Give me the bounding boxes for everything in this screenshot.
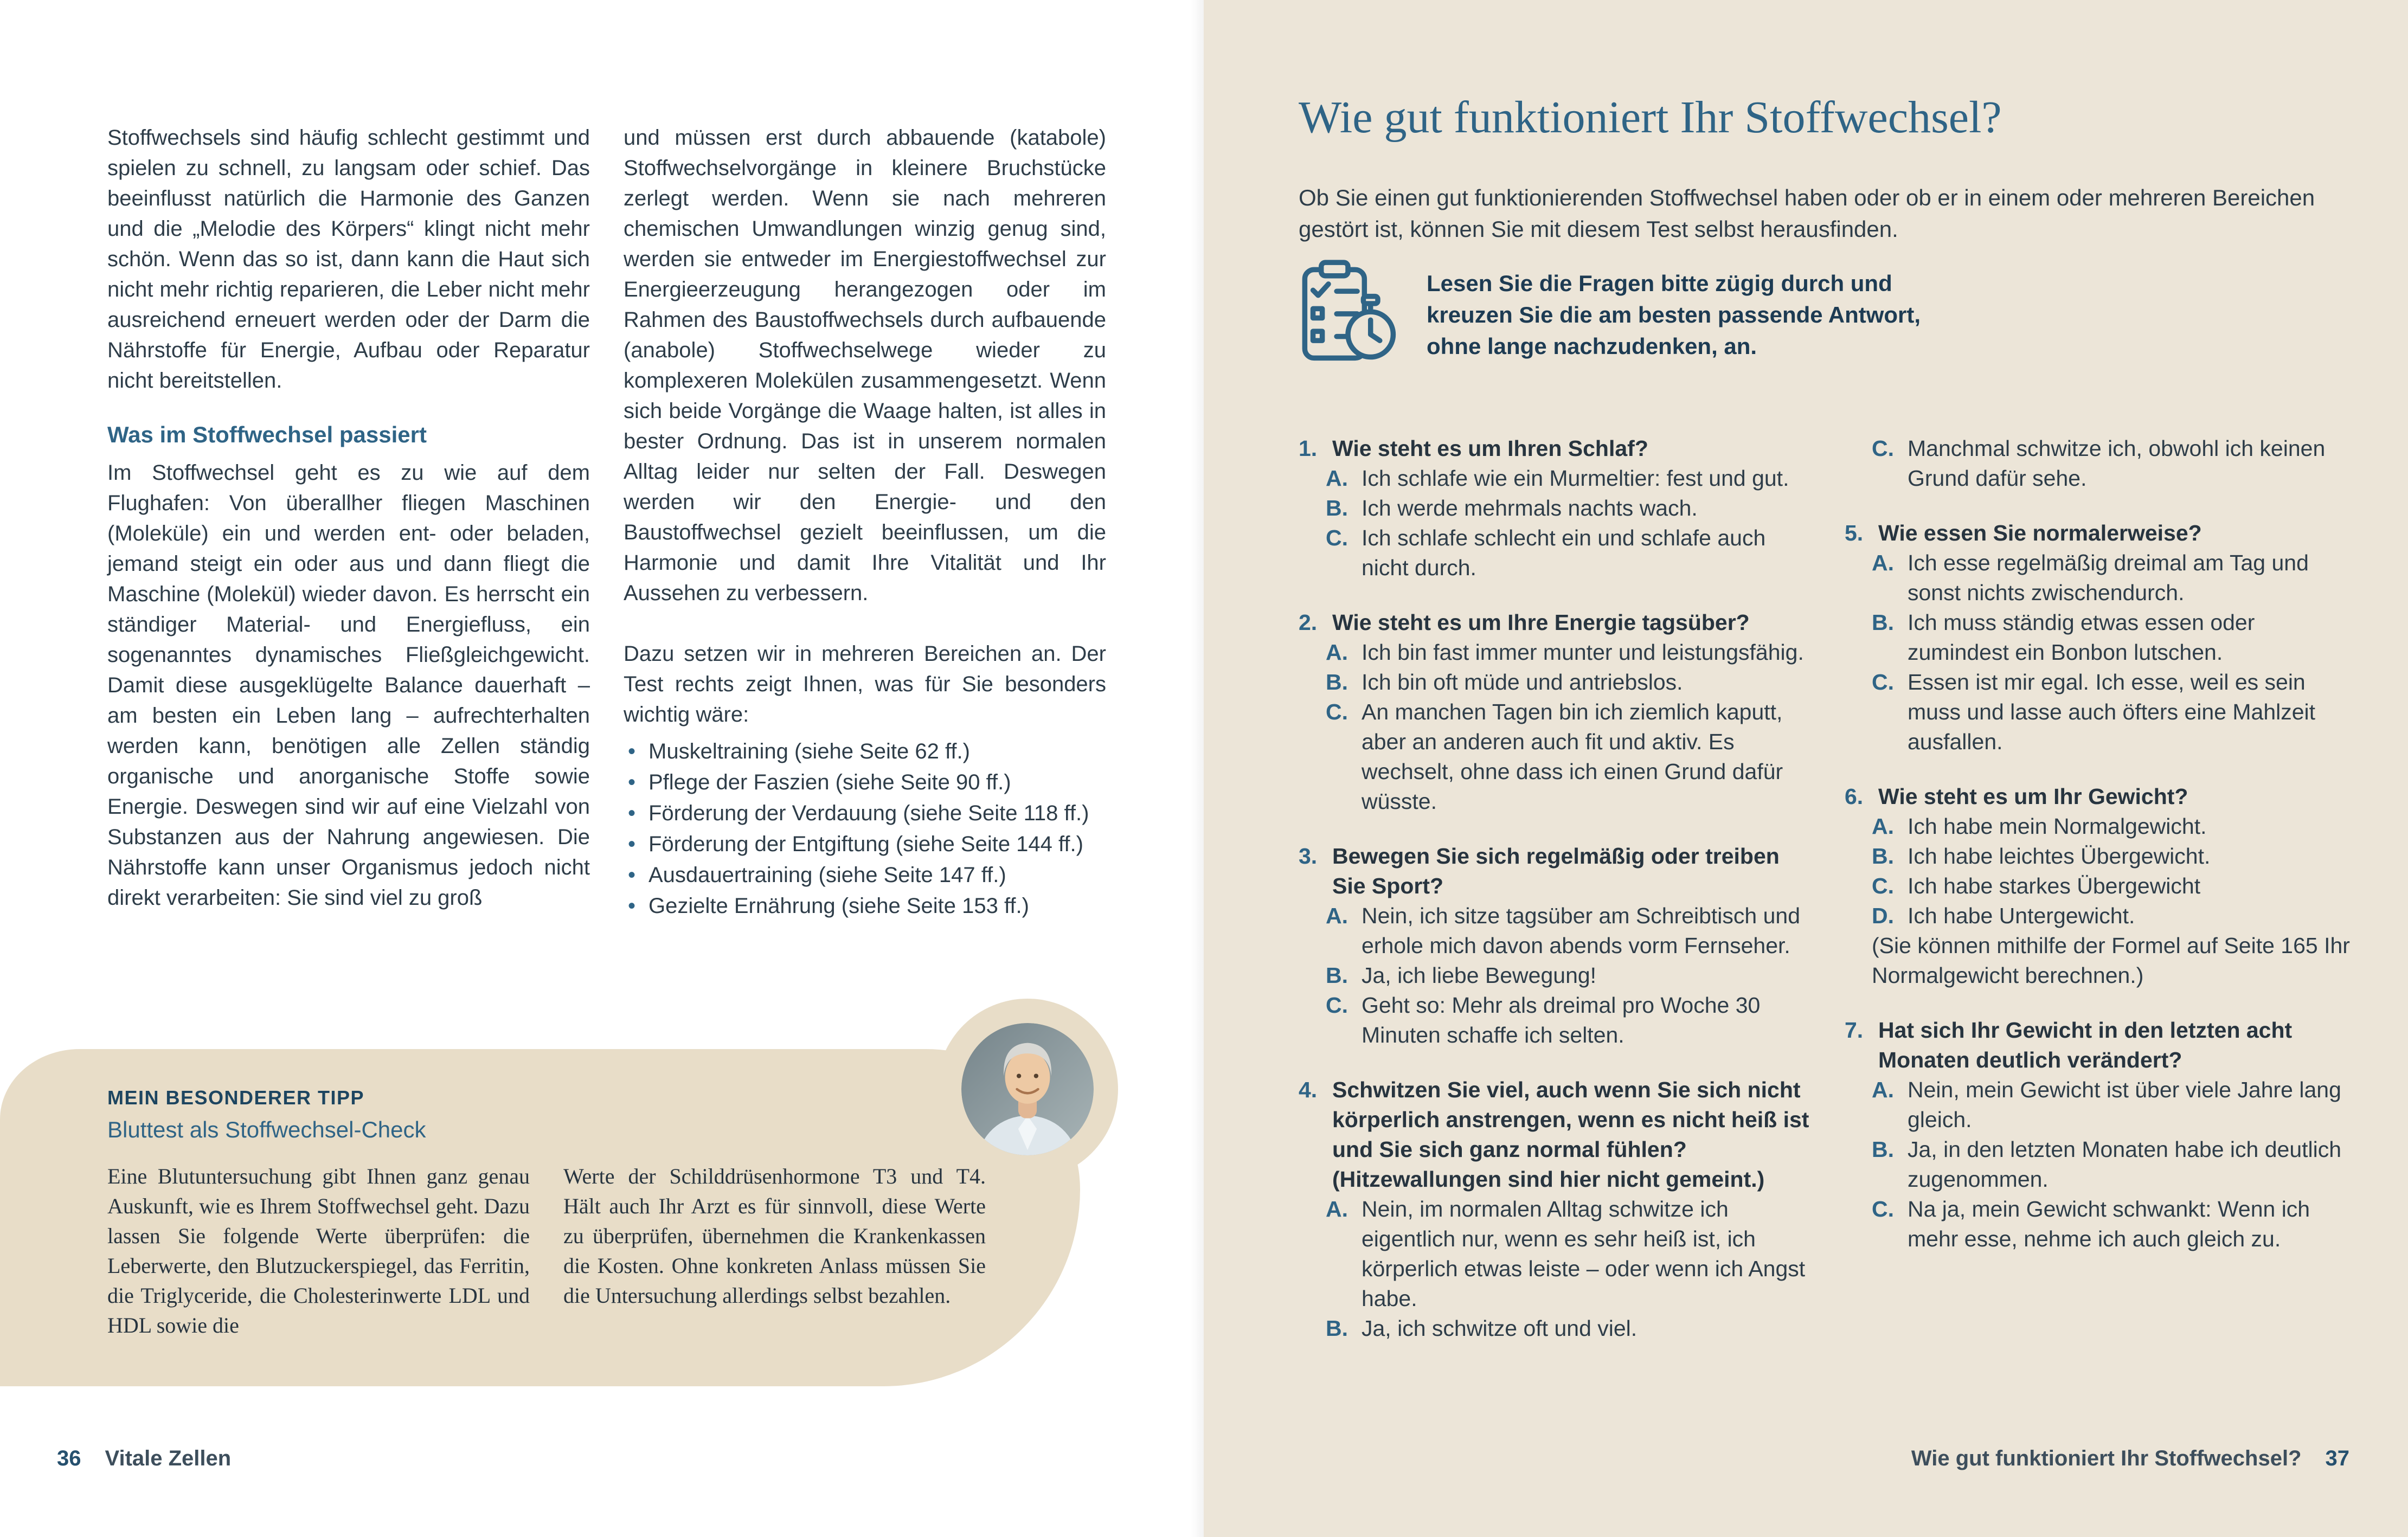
answer-letter: A. — [1872, 814, 1894, 839]
answer-text: Ja, ich liebe Bewegung! — [1362, 963, 1597, 988]
answer-letter: C. — [1326, 993, 1348, 1018]
answer-letter: C. — [1872, 873, 1894, 898]
page-gutter-shadow — [1191, 0, 1204, 1537]
answer-letter: B. — [1326, 963, 1348, 988]
intro-text: Ob Sie einen gut funktionierenden Stoffwechsel haben oder ob er in einem oder mehreren Bereichen gestört ist, können Sie mit diesem Test selbst herausfinden. — [1299, 185, 2315, 242]
left-body-columns — [107, 123, 1106, 922]
answer-option — [1299, 493, 1810, 523]
question-head — [1845, 782, 2356, 812]
answer-text: Geht so: Mehr als dreimal pro Woche 30 Minuten schaffe ich selten. — [1362, 993, 1761, 1047]
answer-option — [1845, 1135, 2356, 1194]
bullet-item: • Förderung der Verdauung (siehe Seite 118 ff.) — [624, 798, 1106, 829]
question-head — [1845, 518, 2356, 548]
question — [1845, 1015, 2356, 1254]
answer-text: Manchmal schwitze ich, obwohl ich keinen Grund dafür sehe. — [1908, 436, 2326, 491]
question-number: 5. — [1845, 520, 1864, 545]
answer-option — [1845, 841, 2356, 871]
answer-option — [1845, 812, 2356, 841]
bullet-item: • Ausdauertraining (siehe Seite 147 ff.) — [624, 860, 1106, 891]
answer-option — [1299, 638, 1810, 667]
page-right — [1204, 0, 2408, 1537]
question-note: (Sie können mithilfe der Formel auf Seite 165 Ihr Normalgewicht berechnen.) — [1872, 933, 2350, 988]
answer-option — [1299, 1194, 1810, 1314]
answer-option — [1845, 871, 2356, 901]
paragraph: Im Stoffwechsel geht es zu wie auf dem Flughafen: Von überallher fliegen Maschinen (Moleküle) ein und werden ent- oder beladen, jemand steigt ein oder aus und dann fliegt die Maschine (Molekül) wieder davon. Es herrscht ein ständiger Material- und Energiefluss, ein sogenanntes dynamisches Fließgleichgewicht. Damit diese ausgeklügelte Balance dauerhaft – am besten ein Leben lang – aufrechterhalten werden kann, benötigen alle Zellen ständig organische und anorganische Stoffe sowie Energie. Deswegen sind wir auf eine Vielzahl von Substanzen aus der Nahrung angewiesen. Die Nährstoffe kann unser Organismus jedoch nicht direkt verarbeiten: Sie sind viel zu groß — [107, 461, 590, 910]
page-number: 36 — [57, 1446, 81, 1470]
bullet-item: • Pflege der Faszien (siehe Seite 90 ff.) — [624, 767, 1106, 798]
answer-letter: C. — [1872, 670, 1894, 694]
answer-option — [1845, 1194, 2356, 1254]
answer-letter: B. — [1326, 1316, 1348, 1341]
page-footer-left — [57, 1446, 231, 1471]
question-text: Wie essen Sie normalerweise? — [1878, 520, 2202, 545]
answer-text: Ich habe starkes Übergewicht — [1908, 873, 2201, 898]
question-number: 3. — [1299, 844, 1318, 869]
question-head — [1845, 1015, 2356, 1075]
answer-letter: B. — [1872, 844, 1894, 869]
chapter-title: Wie gut funktioniert Ihr Stoffwechsel? — [1911, 1446, 2302, 1470]
answer-option — [1299, 991, 1810, 1050]
answer-letter: B. — [1326, 496, 1348, 520]
answer-option — [1845, 608, 2356, 667]
answer-letter: C. — [1326, 525, 1348, 550]
question-head — [1299, 1075, 1810, 1194]
answer-letter: B. — [1872, 1137, 1894, 1162]
paragraph: und müssen erst durch abbauende (katabole) Stoffwechselvorgänge in kleinere Bruchstücke zerlegt werden. Wenn sie nach mehreren chemischen Umwandlungen winzig genug sind, werden sie entweder im Energiestoffwechsel zur Energieerzeugung herangezogen oder im Rahmen des Baustoffwechsels durch aufbauende (anabole) Stoffwechselwege wieder zu komplexeren Molekülen zusammengesetzt. Wenn sich beide Vorgänge die Waage halten, ist alles in bester Ordnung. Das ist in unserem normalen Alltag leider nur selten der Fall. Deswegen werden wir den Energie- und den Baustoffwechsel gezielt beeinflussen, um die Harmonie und damit Ihre Vitalität und Ihr Aussehen zu verbessern. — [624, 126, 1106, 605]
answer-letter: A. — [1872, 1077, 1894, 1102]
tip-kicker: MEIN BESONDERER TIPP — [107, 1086, 365, 1109]
instruction-text: Lesen Sie die Fragen bitte zügig durch und kreuzen Sie die am besten passende Antwort, ohne lange nachzudenken, an. — [1427, 271, 1921, 359]
answer-text: Ich bin oft müde und antriebslos. — [1362, 670, 1683, 694]
answer-text: Ich habe mein Normalgewicht. — [1908, 814, 2207, 839]
left-column-2 — [624, 123, 1106, 922]
answer-option — [1845, 548, 2356, 608]
answer-text: Ich habe leichtes Übergewicht. — [1908, 844, 2211, 869]
page-title: Wie gut funktioniert Ihr Stoffwechsel? — [1299, 92, 2002, 143]
answer-option — [1845, 901, 2356, 931]
bullet-item: • Muskeltraining (siehe Seite 62 ff.) — [624, 736, 1106, 767]
answer-letter: D. — [1872, 903, 1894, 928]
answer-letter: C. — [1326, 699, 1348, 724]
tip-text-column-2: Werte der Schilddrüsenhormone T3 und T4. Hält auch Ihr Arzt es für sinnvoll, diese Werte zu überprüfen, übernehmen die Krankenkassen die Kosten. Ohne konkreten Anlass müssen Sie die Untersuchung allerdings selbst bezahlen. — [563, 1164, 986, 1308]
bullet-list — [624, 736, 1106, 922]
tip-text-column-1: Eine Blutuntersuchung gibt Ihnen ganz genau Auskunft, wie es Ihrem Stoffwechsel geht. Dazu lassen Sie folgende Werte überprüfen: die Leberwerte, den Blutzuckerspiegel, das Ferritin, die Triglyceride, die Cholesterinwerte LDL und HDL sowie die — [107, 1164, 530, 1337]
answer-text: Ich schlafe schlecht ein und schlafe auch nicht durch. — [1362, 525, 1766, 580]
questions — [1299, 434, 2356, 1361]
question-text: Wie steht es um Ihre Energie tagsüber? — [1332, 610, 1750, 635]
question-text: Bewegen Sie sich regelmäßig oder treiben Sie Sport? — [1332, 844, 1780, 898]
tip-title: Bluttest als Stoffwechsel-Check — [107, 1117, 426, 1142]
answer-text: Ja, in den letzten Monaten habe ich deutlich zugenommen. — [1908, 1137, 2342, 1192]
answer-letter: A. — [1326, 903, 1348, 928]
answer-option — [1299, 464, 1810, 493]
question-number: 7. — [1845, 1018, 1864, 1043]
answer-text: Ich esse regelmäßig dreimal am Tag und sonst nichts zwischendurch. — [1908, 550, 2309, 605]
answer-option — [1299, 697, 1810, 816]
answer-text: An manchen Tagen bin ich ziemlich kaputt, aber an anderen auch fit und aktiv. Es wechselt, ohne dass ich einen Grund dafür wüsste. — [1362, 699, 1783, 814]
answer-text: Ich schlafe wie ein Murmeltier: fest und gut. — [1362, 466, 1789, 491]
question — [1845, 518, 2356, 757]
page-footer-right — [1911, 1446, 2349, 1471]
answer-option — [1299, 961, 1810, 991]
question-head — [1299, 841, 1810, 901]
question-number: 6. — [1845, 784, 1864, 809]
question — [1299, 434, 1810, 583]
question-text: Wie steht es um Ihren Schlaf? — [1332, 436, 1648, 461]
answer-option — [1299, 901, 1810, 961]
answer-letter: C. — [1872, 436, 1894, 461]
answer-letter: A. — [1326, 640, 1348, 665]
answer-letter: C. — [1872, 1197, 1894, 1221]
question-text: Wie steht es um Ihr Gewicht? — [1878, 784, 2188, 809]
instruction-block — [1299, 259, 1969, 366]
chapter-title: Vitale Zellen — [105, 1446, 232, 1470]
answer-text: Ich habe Untergewicht. — [1908, 903, 2135, 928]
answer-letter: A. — [1326, 1197, 1348, 1221]
answer-text: Ja, ich schwitze oft und viel. — [1362, 1316, 1638, 1341]
bullet-item: • Förderung der Entgiftung (siehe Seite 144 ff.) — [624, 829, 1106, 860]
answer-text: Ich muss ständig etwas essen oder zumindest ein Bonbon lutschen. — [1908, 610, 2255, 665]
paragraph: Stoffwechsels sind häufig schlecht gestimmt und spielen zu schnell, zu langsam oder schief. Das beeinflusst natürlich die Harmonie des Ganzen und die „Melodie des Körpers“ klingt nicht mehr schön. Wenn das so ist, dann kann die Haut sich nicht mehr richtig reparieren, die Leber nicht mehr ausreichend erneuert werden oder der Darm die Nährstoffe für Energie, Aufbau oder Reparatur nicht bereitstellen. — [107, 126, 590, 393]
question — [1299, 841, 1810, 1050]
answer-letter: B. — [1872, 610, 1894, 635]
clipboard-stopwatch-icon — [1299, 259, 1397, 366]
question-number: 1. — [1299, 436, 1318, 461]
section-heading: Was im Stoffwechsel passiert — [107, 422, 427, 447]
question — [1845, 782, 2356, 991]
answer-option — [1299, 1314, 1810, 1343]
answer-text: Nein, im normalen Alltag schwitze ich eigentlich nur, wenn es sehr heiß ist, ich körperlich etwas leiste – oder wenn ich Angst habe. — [1362, 1197, 1806, 1311]
tip-box — [107, 1086, 986, 1340]
answer-option — [1299, 667, 1810, 697]
answer-text: Nein, mein Gewicht ist über viele Jahre lang gleich. — [1908, 1077, 2341, 1132]
answer-text: Ich bin fast immer munter und leistungsfähig. — [1362, 640, 1804, 665]
answer-letter: A. — [1872, 550, 1894, 575]
left-column-1 — [107, 123, 590, 922]
answer-option — [1845, 434, 2356, 493]
question-head — [1299, 434, 1810, 464]
page-number: 37 — [2325, 1446, 2349, 1470]
answer-letter: B. — [1326, 670, 1348, 694]
answer-text: Ich werde mehrmals nachts wach. — [1362, 496, 1698, 520]
paragraph: Dazu setzen wir in mehreren Bereichen an. Der Test rechts zeigt Ihnen, was für Sie besonders wichtig wäre: — [624, 642, 1106, 726]
question-text: Hat sich Ihr Gewicht in den letzten acht Monaten deutlich verändert? — [1878, 1018, 2293, 1072]
answer-letter: A. — [1326, 466, 1348, 491]
question-head — [1299, 608, 1810, 638]
question-number: 2. — [1299, 610, 1318, 635]
answer-option — [1299, 523, 1810, 583]
question — [1299, 608, 1810, 816]
question-number: 4. — [1299, 1077, 1318, 1102]
tip-columns — [107, 1161, 986, 1340]
answer-text: Na ja, mein Gewicht schwankt: Wenn ich mehr esse, nehme ich auch gleich zu. — [1908, 1197, 2310, 1251]
answer-text: Essen ist mir egal. Ich esse, weil es sein muss und lasse auch öfters eine Mahlzeit ausfallen. — [1908, 670, 2316, 754]
answer-option — [1845, 1075, 2356, 1135]
question-text: Schwitzen Sie viel, auch wenn Sie sich nicht körperlich anstrengen, wenn es nicht heiß ist und Sie sich ganz normal fühlen? (Hitzewallungen sind hier nicht gemeint.) — [1332, 1077, 1809, 1192]
answer-option — [1845, 667, 2356, 757]
bullet-item: • Gezielte Ernährung (siehe Seite 153 ff.) — [624, 891, 1106, 922]
answer-text: Nein, ich sitze tagsüber am Schreibtisch und erhole mich davon abends vorm Fernseher. — [1362, 903, 1801, 958]
